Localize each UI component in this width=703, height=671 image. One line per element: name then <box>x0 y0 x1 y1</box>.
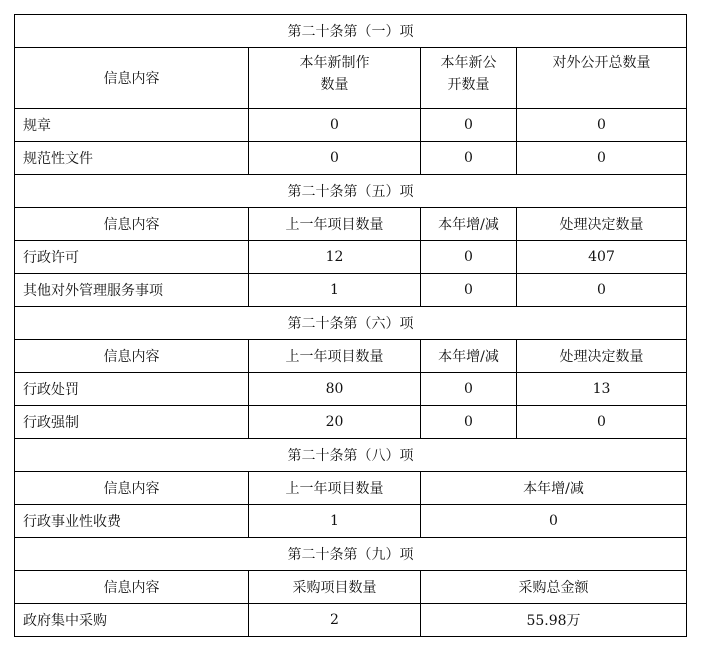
header-cell: 本年增/减 <box>421 472 687 505</box>
table-row <box>15 406 687 439</box>
section-title: 第二十条第（五）项 <box>15 175 687 208</box>
row-value: 55.98万 <box>421 604 687 637</box>
row-value: 1 <box>249 505 421 538</box>
section-title-row <box>15 15 687 48</box>
table-row <box>15 373 687 406</box>
header-row <box>15 208 687 241</box>
row-label: 行政事业性收费 <box>15 505 249 538</box>
section-title: 第二十条第（一）项 <box>15 15 687 48</box>
table-row <box>15 241 687 274</box>
row-value: 0 <box>421 274 517 307</box>
header-cell: 信息内容 <box>15 340 249 373</box>
row-value: 0 <box>249 142 421 175</box>
row-label: 政府集中采购 <box>15 604 249 637</box>
row-value: 0 <box>421 406 517 439</box>
section-title: 第二十条第（九）项 <box>15 538 687 571</box>
row-value: 0 <box>517 406 687 439</box>
row-label: 行政许可 <box>15 241 249 274</box>
row-value: 0 <box>421 373 517 406</box>
row-value: 0 <box>421 505 687 538</box>
row-value: 80 <box>249 373 421 406</box>
row-value: 0 <box>421 142 517 175</box>
row-label: 行政处罚 <box>15 373 249 406</box>
row-value: 0 <box>421 241 517 274</box>
section-title: 第二十条第（六）项 <box>15 307 687 340</box>
row-value: 12 <box>249 241 421 274</box>
header-cell: 信息内容 <box>15 571 249 604</box>
row-value: 1 <box>249 274 421 307</box>
header-cell: 信息内容 <box>15 472 249 505</box>
header-cell: 对外公开总数量 <box>517 48 687 109</box>
header-cell: 本年增/减 <box>421 340 517 373</box>
table-row <box>15 142 687 175</box>
row-value: 13 <box>517 373 687 406</box>
header-cell: 采购项目数量 <box>249 571 421 604</box>
row-value: 0 <box>517 109 687 142</box>
header-cell: 信息内容 <box>15 48 249 109</box>
row-label: 规范性文件 <box>15 142 249 175</box>
header-cell: 本年增/减 <box>421 208 517 241</box>
row-value: 20 <box>249 406 421 439</box>
header-cell: 本年新制作数量 <box>249 48 421 109</box>
section-title-row <box>15 439 687 472</box>
header-row <box>15 340 687 373</box>
header-cell: 上一年项目数量 <box>249 340 421 373</box>
header-row <box>15 571 687 604</box>
row-value: 0 <box>517 274 687 307</box>
section-title-row <box>15 175 687 208</box>
header-cell: 上一年项目数量 <box>249 472 421 505</box>
row-value: 0 <box>249 109 421 142</box>
table-row <box>15 505 687 538</box>
header-cell: 本年新公开数量 <box>421 48 517 109</box>
row-value: 0 <box>517 142 687 175</box>
row-value: 407 <box>517 241 687 274</box>
row-value: 2 <box>249 604 421 637</box>
header-cell: 处理决定数量 <box>517 208 687 241</box>
table-row <box>15 604 687 637</box>
header-cell: 上一年项目数量 <box>249 208 421 241</box>
table-row <box>15 274 687 307</box>
row-value: 0 <box>421 109 517 142</box>
disclosure-table <box>14 14 687 637</box>
header-row <box>15 48 687 109</box>
section-title-row <box>15 538 687 571</box>
table-row <box>15 109 687 142</box>
section-title-row <box>15 307 687 340</box>
row-label: 规章 <box>15 109 249 142</box>
header-row <box>15 472 687 505</box>
row-label: 其他对外管理服务事项 <box>15 274 249 307</box>
header-cell: 采购总金额 <box>421 571 687 604</box>
section-title: 第二十条第（八）项 <box>15 439 687 472</box>
row-label: 行政强制 <box>15 406 249 439</box>
header-cell: 信息内容 <box>15 208 249 241</box>
header-cell: 处理决定数量 <box>517 340 687 373</box>
